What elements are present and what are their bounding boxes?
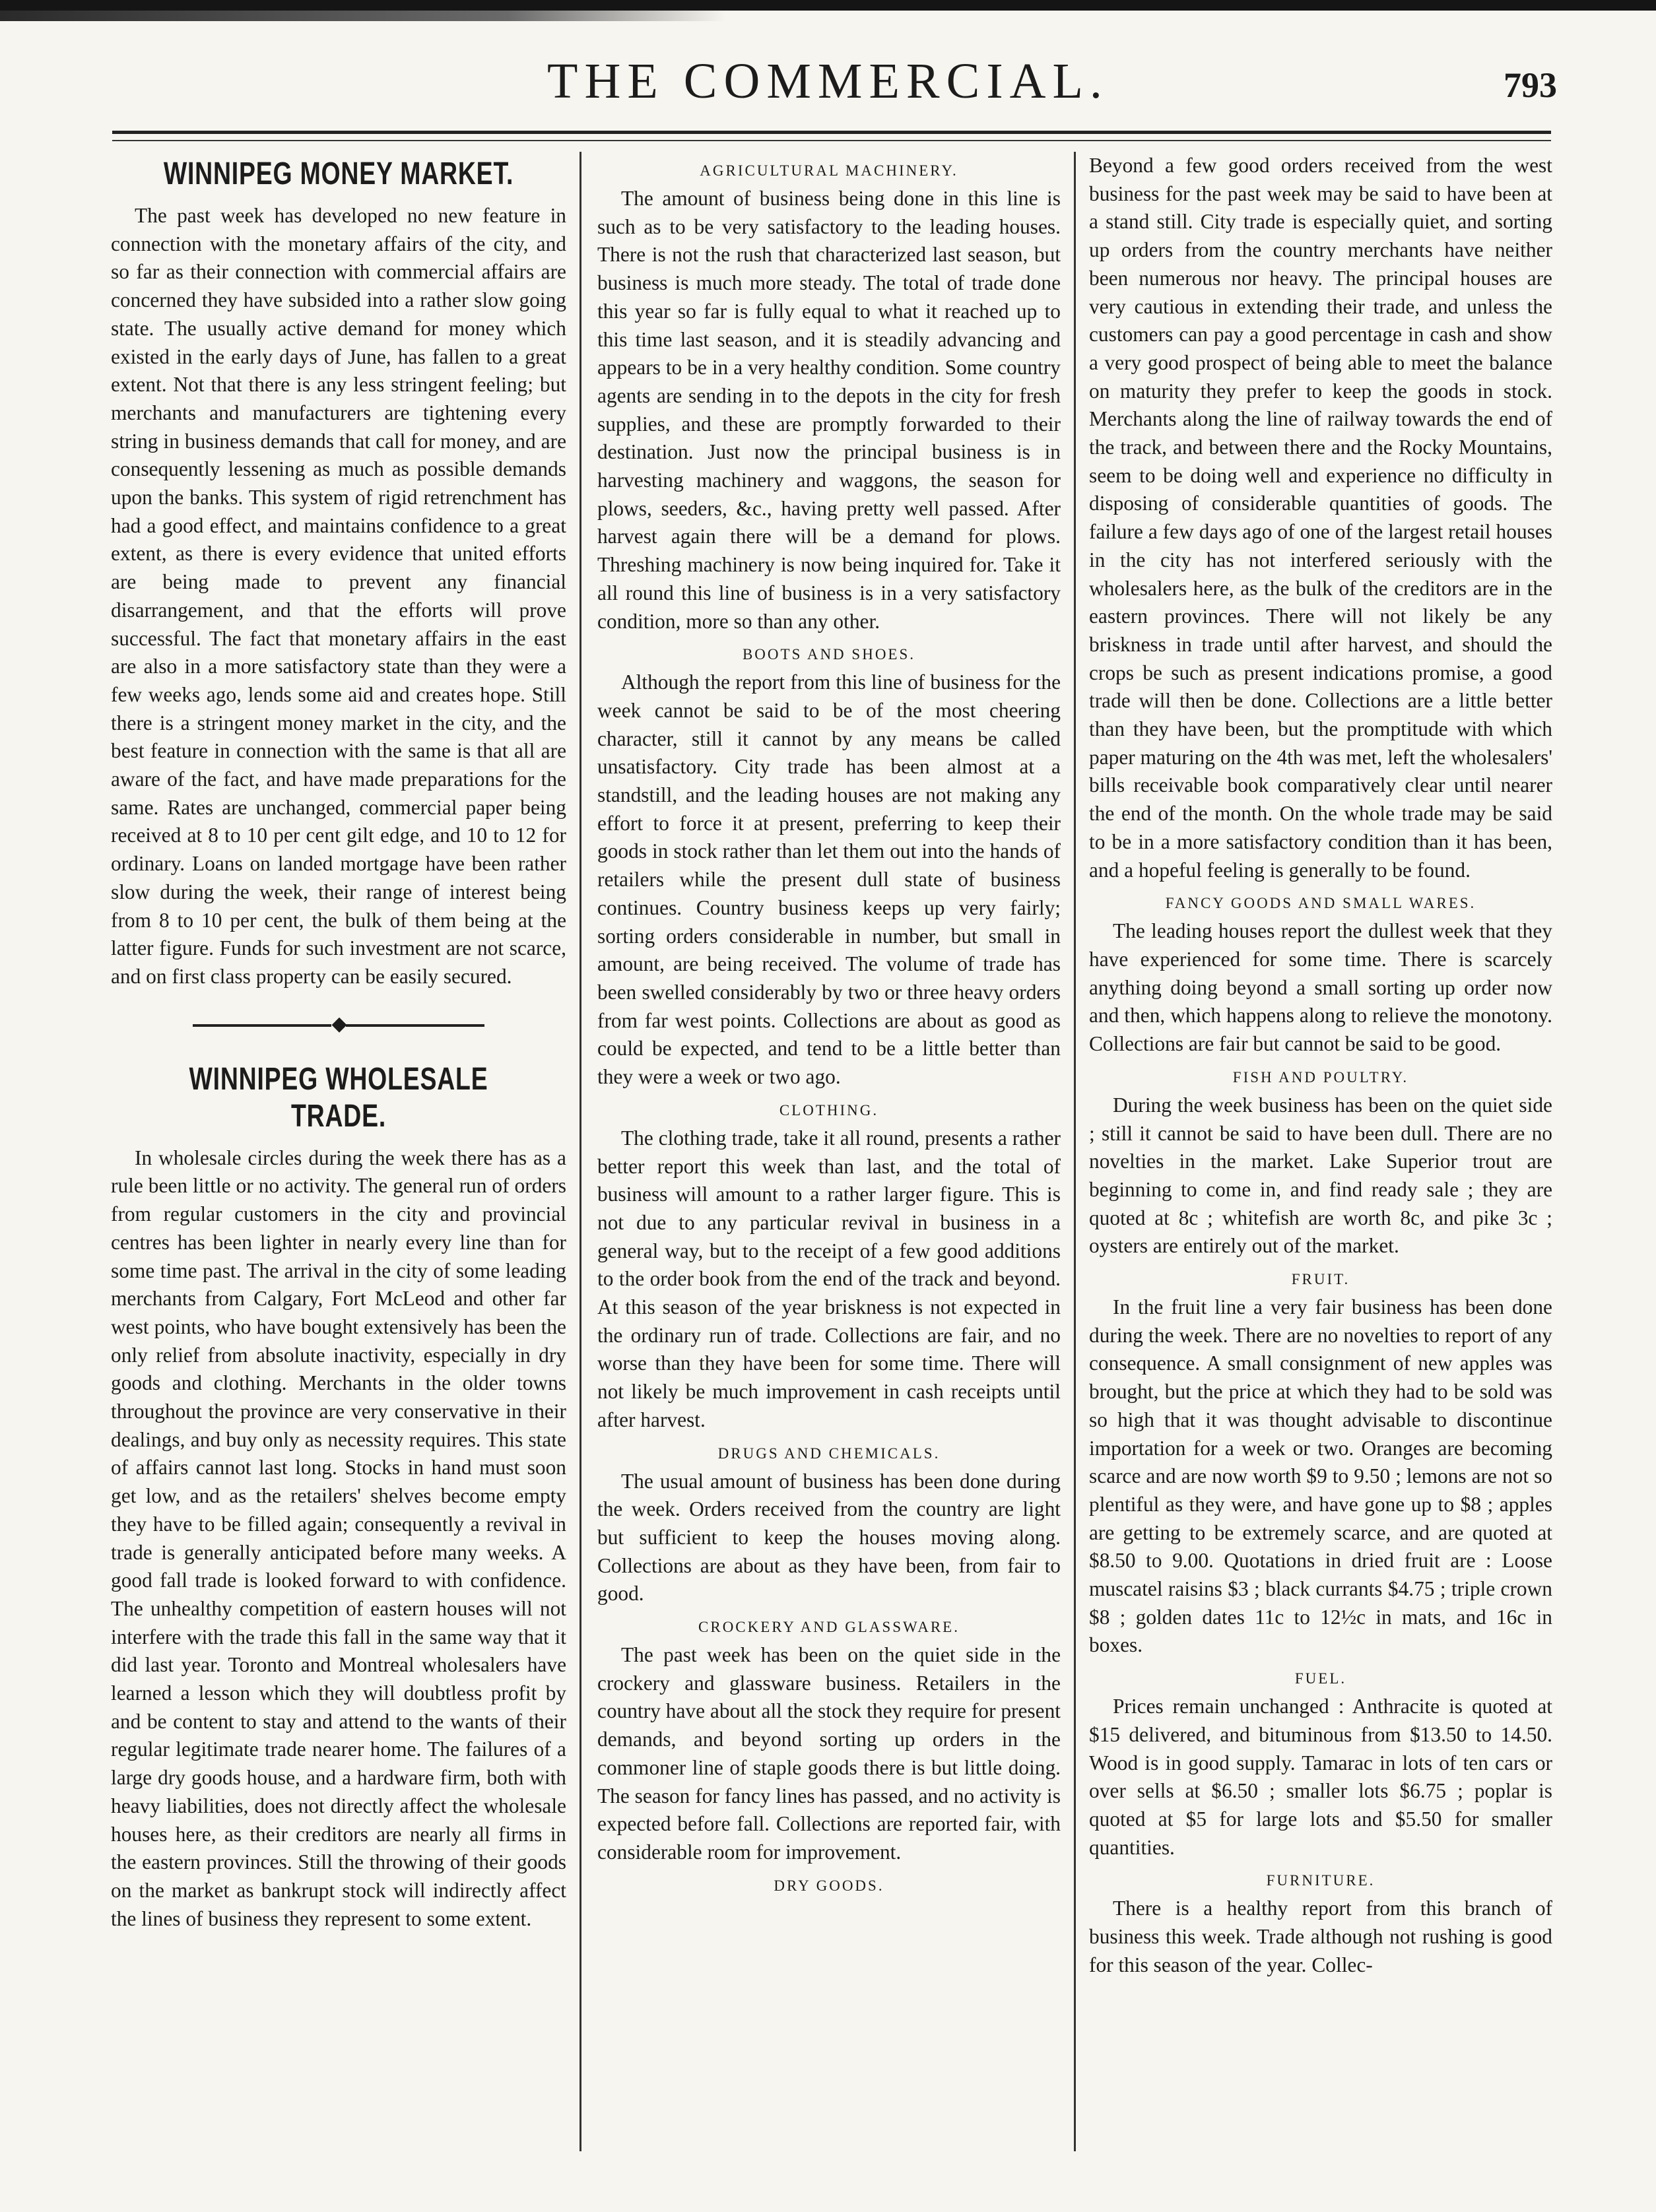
subheading-fancy-goods: FANCY GOODS AND SMALL WARES. <box>1165 895 1476 912</box>
column-divider <box>1074 152 1076 2151</box>
top-border-bar <box>0 0 1656 11</box>
section-heading-money-market: WINNIPEG MONEY MARKET. <box>163 156 514 191</box>
subheading-crockery: CROCKERY AND GLASSWARE. <box>698 1619 960 1636</box>
column-divider <box>580 152 581 2151</box>
article-body-fruit: In the fruit line a very fair business has been done during the week. There are no novelties to report of any consequence. A small consignment of new apples was brought, but the price at which they had to be sold was so high that it was thought advisable to discontinue importation for a week or two. Oranges are becoming scarce and are now worth $9 to 9.50 ; lemons are not so plentiful as they were, and have gone up to $8 ; apples are getting to be extremely scarce, and are quoted at $8.50 to 9.00. Quotations in dried fruit are : Loose muscatel raisins $3 ; black currants $4.75 ; triple crown $8 ; golden dates 11c to 12½c in mats, and 16c in boxes. <box>1089 1295 1552 1657</box>
subheading-fruit: FRUIT. <box>1291 1271 1350 1288</box>
article-body-money-market: The past week has developed no new feature in connection with the monetary affairs of the city, and so far as their connection with commercial affairs are concerned they have subsided into a rather slow going state. The usually active demand for money which existed in the early days of June, has fallen to a great extent. Not that there is any less stringent feeling; but merchants and manufacturers are tightening every string in business demands that call for money, and are consequently lessening as much as possible demands upon the banks. This system of rigid retrenchment has had a good effect, and maintains confidence to a great extent, as there is every evidence that united efforts are being made to prevent any financial disarrangement, and that the efforts will prove successful. The fact that monetary affairs in the east are also in a more satisfactory state than they were a few weeks ago, lends some aid and creates hope. Still there is a stringent money market in the city, and the best feature in connection with the same is that all are aware of the fact, and have made preparations for the same. Rates are unchanged, commercial paper being received at 8 to 10 per cent gilt edge, and 10 to 12 for ordinary. Loans on landed mortgage have been rather slow during the week, their range of interest being from 8 to 10 per cent, the bulk of them being at the latter figure. Funds for such investment are not scarce, and on first class property can be easily secured. <box>111 204 566 988</box>
subheading-drugs: DRUGS AND CHEMICALS. <box>717 1445 941 1462</box>
article-body-clothing: The clothing trade, take it all round, presents a rather better report this week than last, and the total of business will amount to a rather larger figure. This is not due to any particular revival in business in a general way, but to the receipt of a few good additions to the order book from the end of the track and beyond. At this season of the year briskness is not expected in the ordinary run of trade. Collections are fair, and no worse than they have been for some time. There will not likely be much improvement in cash receipts until after harvest. <box>597 1126 1061 1431</box>
article-body-crockery: The past week has been on the quiet side in the crockery and glassware business. Retailers in the country have about all the stock they require for present demands, and beyond sorting up orders in the commoner line of staple goods there is but little doing. The season for fancy lines has passed, and no activity is expected before fall. Collections are reported fair, with considerable room for improvement. <box>597 1643 1061 1864</box>
article-body-fancy-goods: The leading houses report the dullest week that they have experienced for some time. There is scarcely anything doing beyond a small sorting up order now and then, which happens along to relieve the monotony. Collections are fair but cannot be said to be good. <box>1089 919 1552 1056</box>
column-2 <box>597 152 1061 2178</box>
masthead-title: THE COMMERCIAL. <box>547 53 1109 109</box>
section-separator: ◆ <box>111 991 566 1057</box>
article-body-furniture: There is a healthy report from this branch of business this week. Trade although not rushing is good for this season of the year. Collec- <box>1089 1897 1552 1976</box>
subheading-boots: BOOTS AND SHOES. <box>742 646 916 663</box>
article-body-agricultural: The amount of business being done in this line is such as to be very satisfactory to the leading houses. There is not the rush that characterized last season, but business is much more steady. The total of trade done this year so far is fully equal to what it reached up to this time last season, and it is steadily advancing and appears to be in a very healthy condition. Some country agents are sending in to the depots in the city for fresh supplies, and these are promptly forwarded to their destination. Just now the principal business is in harvesting machinery and waggons, the season for plows, seeders, &c., having pretty well passed. After harvest again there will be a demand for plows. Threshing machinery is now being inquired for. Take it all round this line of business is in a very satisfactory condition, more so than any other. <box>597 187 1061 633</box>
article-body-boots: Although the report from this line of business for the week cannot be said to be of the most cheering character, still it cannot by any means be called unsatisfactory. City trade has been almost at a standstill, and the leading houses are not making any effort to force it at present, preferring to keep their goods in stock rather than let them out into the hands of retailers while the present dull state of business continues. Country business keeps up very fairly; sorting orders considerable in number, but small in amount, are being received. The volume of trade has been swelled considerably by two or three heavy orders from far west points. Collections are about as good as could be expected, and tend to be a little better than they were a week or two ago. <box>597 670 1061 1089</box>
subheading-fish: FISH AND POULTRY. <box>1232 1068 1409 1086</box>
article-body-fuel: Prices remain unchanged : Anthracite is quoted at $15 delivered, and bituminous from $13.50 to 14.50. Wood is in good supply. Tamarac in lots of ten cars or over sells at $6.50 ; smaller lots $6.75 ; poplar is quoted at $5 for large lots and $5.50 for smaller quantities. <box>1089 1695 1552 1859</box>
article-body-wholesale-trade: In wholesale circles during the week there has as a rule been little or no activity. The general run of orders from regular customers in the city and provincial centres has been lighter in nearly every line than for some time past. The arrival in the city of some leading merchants from Calgary, Fort McLeod and other far west points, who have bought extensively has been the only relief from absolute inactivity, especially in dry goods and clothing. Merchants in the older towns throughout the province are very conservative in their dealings, and buy only as necessity requires. This state of affairs cannot last long. Stocks in hand must soon get low, and as the retailers' shelves become empty they have to be filled again; consequently a revival in trade is generally anticipated before many weeks. A good fall trade is looked forward to with confidence. The unhealthy competition of eastern houses will not interfere with the trade this fall in the same way that it did last year. Toronto and Montreal wholesalers have learned a lesson which they will doubtless profit by and be content to stay and attend to the wants of their regular legitimate trade nearer home. The failures of a large dry goods house, and a hardware firm, both with heavy liabilities, does not directly affect the wholesale houses here, as their creditors are nearly all firms in the eastern provinces. Still the throwing of their goods on the market as bankrupt stock will indirectly affect the lines of business they represent to some extent. <box>111 1146 566 1930</box>
page-header <box>0 53 1656 125</box>
header-rule-thin <box>112 140 1551 141</box>
subheading-clothing: CLOTHING. <box>779 1101 879 1119</box>
section-heading-wholesale-trade: WINNIPEG WHOLESALE TRADE. <box>189 1061 488 1134</box>
column-3 <box>1089 152 1552 2178</box>
header-rule <box>112 131 1551 134</box>
column-1 <box>111 152 566 2178</box>
subheading-agricultural: AGRICULTURAL MACHINERY. <box>700 162 958 179</box>
subheading-furniture: FURNITURE. <box>1266 1872 1375 1889</box>
article-body-dry-goods: Beyond a few good orders received from the west business for the past week may be said to have been at a stand still. City trade is especially quiet, and sorting up orders from the country merchants have neither been numerous nor heavy. The principal houses are very cautious in extending their trade, and unless the customers can pay a good percentage in cash and show a very good prospect of being able to meet the balance on maturity they prefer to keep the goods in stock. Merchants along the line of railway towards the end of the track, and between there and the Rocky Mountains, seem to be doing well and experience no difficulty in disposing of considerable quantities of goods. The failure a few days ago of one of the largest retail houses in the city has not interfered seriously with the wholesalers here, as the bulk of the creditors are in the eastern provinces. There will not likely be any briskness in trade until after harvest, and should the crops be such as present indications promise, a good trade will then be done. Collections are a little better than they have been, but the promptitude with which paper maturing on the 4th was met, left the wholesalers' bills receivable book comparatively clear until nearer the end of the month. On the whole trade may be said to be in a more satisfactory condition than it has been, and a hopeful feeling is generally to be found. <box>1089 154 1552 882</box>
article-body-fish: During the week business has been on the quiet side ; still it cannot be said to have been dull. There are no novelties in the market. Lake Superior trout are beginning to come in, and find ready sale ; they are quoted at 8c ; whitefish are worth 8c, and pike 3c ; oysters are entirely out of the market. <box>1089 1093 1552 1258</box>
article-body-drugs: The usual amount of business has been done during the week. Orders received from the country are light but sufficient to keep the houses moving along. Collections are about as they have been, from fair to good. <box>597 1469 1061 1606</box>
subheading-fuel: FUEL. <box>1294 1670 1347 1687</box>
page-number: 793 <box>1504 65 1557 105</box>
subheading-dry-goods: DRY GOODS. <box>774 1877 884 1894</box>
